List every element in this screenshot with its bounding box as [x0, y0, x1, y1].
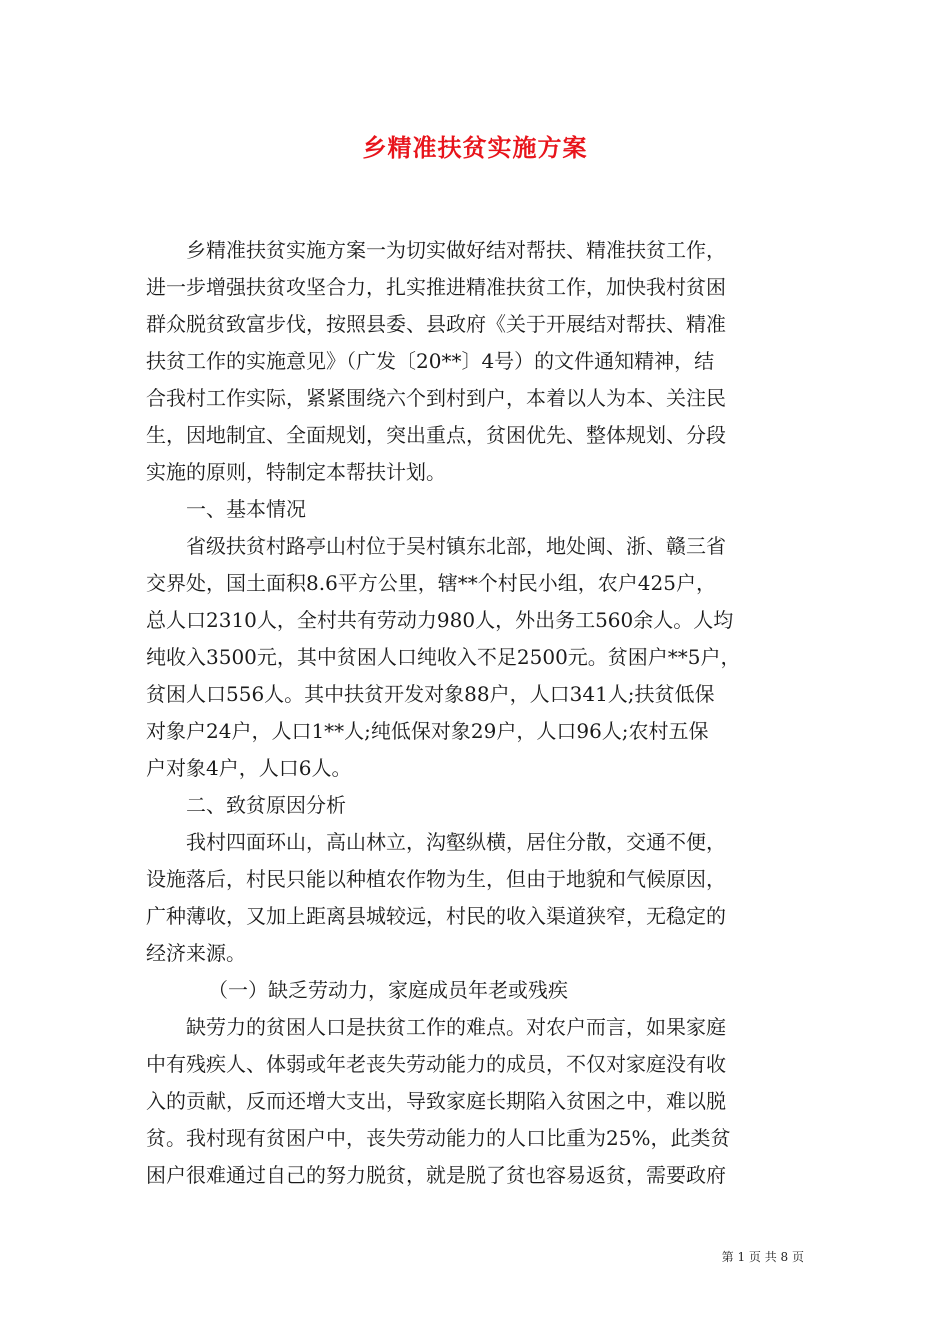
text-line: 交界处，国土面积8.6平方公里，辖**个村民小组，农户425户，	[146, 571, 716, 595]
text-line: 我村四面环山，高山林立，沟壑纵横，居住分散，交通不便，	[186, 830, 726, 854]
text-line: 合我村工作实际，紧紧围绕六个到村到户，本着以人为本、关注民	[146, 386, 726, 410]
text-line: 实施的原则，特制定本帮扶计划。	[146, 460, 446, 484]
text-line: 对象户24户，人口1**人;纯低保对象29户，人口96人;农村五保	[146, 719, 709, 743]
text-line: 中有残疾人、体弱或年老丧失劳动能力的成员，不仅对家庭没有收	[146, 1052, 726, 1076]
text-line: 纯收入3500元，其中贫困人口纯收入不足2500元。贫困户**5户，	[146, 645, 741, 669]
document-body	[146, 232, 808, 1194]
section-heading: 一、基本情况	[186, 497, 306, 521]
text-line: 缺劳力的贫困人口是扶贫工作的难点。对农户而言，如果家庭	[186, 1015, 726, 1039]
text-line: 困户很难通过自己的努力脱贫，就是脱了贫也容易返贫，需要政府	[146, 1163, 726, 1187]
document-title: 乡精准扶贫实施方案	[362, 133, 588, 162]
text-line: 贫。我村现有贫困户中，丧失劳动能力的人口比重为25%，此类贫	[146, 1126, 731, 1150]
text-line: 户对象4户，人口6人。	[146, 756, 352, 780]
page-number: 第 1 页 共 8 页	[721, 1250, 804, 1264]
text-line: 省级扶贫村路亭山村位于吴村镇东北部，地处闽、浙、赣三省	[186, 534, 726, 558]
text-line: 经济来源。	[146, 941, 246, 965]
text-line: 乡精准扶贫实施方案一为切实做好结对帮扶、精准扶贫工作，	[186, 238, 726, 262]
text-line: 贫困人口556人。其中扶贫开发对象88户，人口341人;扶贫低保	[146, 682, 715, 706]
text-line: 广种薄收，又加上距离县城较远，村民的收入渠道狭窄，无稳定的	[146, 904, 726, 928]
text-line: 进一步增强扶贫攻坚合力，扎实推进精准扶贫工作，加快我村贫困	[146, 275, 726, 299]
subsection-heading: （一）缺乏劳动力，家庭成员年老或残疾	[208, 978, 568, 1002]
text-line: 扶贫工作的实施意见》（广发〔20**〕4号）的文件通知精神，结	[146, 349, 715, 373]
section-heading: 二、致贫原因分析	[186, 793, 346, 817]
text-line: 生，因地制宜、全面规划，突出重点，贫困优先、整体规划、分段	[146, 423, 726, 447]
text-line: 总人口2310人，全村共有劳动力980人，外出务工560余人。人均	[146, 608, 734, 632]
text-line: 设施落后，村民只能以种植农作物为生，但由于地貌和气候原因，	[146, 867, 726, 891]
text-line: 群众脱贫致富步伐，按照县委、县政府《关于开展结对帮扶、精准	[146, 312, 726, 336]
text-line: 入的贡献，反而还增大支出，导致家庭长期陷入贫困之中，难以脱	[146, 1089, 726, 1113]
